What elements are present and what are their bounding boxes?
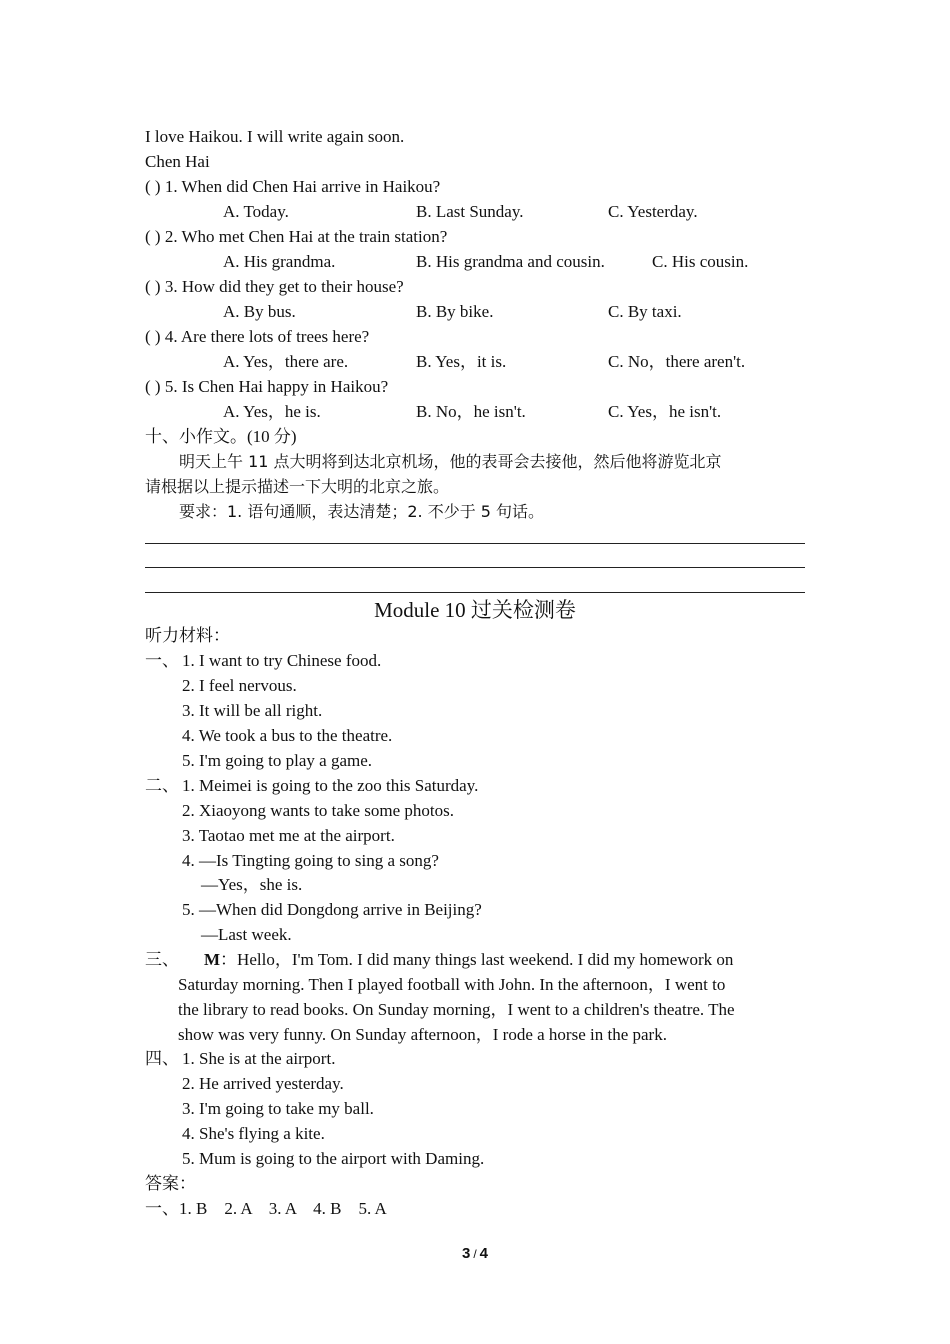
question-5-option-c: C. Yes，he isn't. <box>608 402 722 421</box>
letter-signature: Chen Hai <box>145 152 210 171</box>
question-3-stem: ( ) 3. How did they get to their house? <box>145 277 404 296</box>
question-4-option-b: B. Yes，it is. <box>416 352 507 371</box>
part4-item: 4. She's flying a kite. <box>182 1124 325 1143</box>
part1-item: 3. It will be all right. <box>182 701 323 720</box>
answers-label: 答案： <box>145 1174 196 1193</box>
part2-number: 二、 <box>145 776 179 795</box>
part3-line2: Saturday morning. Then I played football with John. In the afternoon，I went to <box>178 975 726 994</box>
page-separator: / <box>473 1247 477 1261</box>
part3-text: ：Hello，I'm Tom. I did many things last weekend. I did my homework on <box>220 950 734 969</box>
part1-item: 4. We took a bus to the theatre. <box>182 726 393 745</box>
writing-heading: 十、小作文。(10 分) <box>145 427 297 446</box>
part4-item: 5. Mum is going to the airport with Daming. <box>182 1149 485 1168</box>
question-4-option-a: A. Yes，there are. <box>223 352 349 371</box>
question-5-option-b: B. No，he isn't. <box>416 402 526 421</box>
answer-line-1 <box>145 543 805 544</box>
question-5-stem: ( ) 5. Is Chen Hai happy in Haikou? <box>145 377 389 396</box>
question-1-option-b: B. Last Sunday. <box>416 202 524 221</box>
question-2-option-b: B. His grandma and cousin. <box>416 252 605 271</box>
part2-item: 5. —When did Dongdong arrive in Beijing? <box>182 900 482 919</box>
page-current: 3 <box>461 1245 471 1262</box>
part2-item: 2. Xiaoyong wants to take some photos. <box>182 801 454 820</box>
question-3-option-c: C. By taxi. <box>608 302 682 321</box>
part2-item: 4. —Is Tingting going to sing a song? <box>182 851 439 870</box>
part2-item-reply: —Last week. <box>201 925 292 944</box>
question-3-option-a: A. By bus. <box>223 302 296 321</box>
writing-requirements: 要求：1. 语句通顺，表达清楚；2. 不少于 5 句话。 <box>179 502 545 521</box>
answer-line-2 <box>145 567 805 568</box>
part4-item: 2. He arrived yesterday. <box>182 1074 344 1093</box>
part1-item: 2. I feel nervous. <box>182 676 297 695</box>
letter-closing: I love Haikou. I will write again soon. <box>145 127 405 146</box>
part1-item: 1. I want to try Chinese food. <box>182 651 382 670</box>
speaker-label: M <box>204 950 221 969</box>
question-1-stem: ( ) 1. When did Chen Hai arrive in Haikou? <box>145 177 441 196</box>
part3-line4: show was very funny. On Sunday afternoon，I rode a horse in the park. <box>178 1025 667 1044</box>
part4-item: 1. She is at the airport. <box>182 1049 336 1068</box>
question-2-option-a: A. His grandma. <box>223 252 336 271</box>
answer-line-3 <box>145 592 805 593</box>
part4-item: 3. I'm going to take my ball. <box>182 1099 374 1118</box>
question-3-option-b: B. By bike. <box>416 302 494 321</box>
question-2-option-c: C. His cousin. <box>652 252 749 271</box>
part2-item-reply: —Yes，she is. <box>201 875 303 894</box>
writing-prompt-line2: 请根据以上提示描述一下大明的北京之旅。 <box>145 477 450 496</box>
answers-part1: 一、1. B 2. A 3. A 4. B 5. A <box>145 1199 387 1218</box>
question-4-option-c: C. No，there aren't. <box>608 352 746 371</box>
part3-number: 三、 <box>145 950 179 969</box>
listening-label: 听力材料： <box>145 626 230 645</box>
part3-line3: the library to read books. On Sunday morning，I went to a children's theatre. The <box>178 1000 735 1019</box>
part4-number: 四、 <box>145 1049 179 1068</box>
part2-item: 3. Taotao met me at the airport. <box>182 826 395 845</box>
question-1-option-a: A. Today. <box>223 202 289 221</box>
module-title: Module 10 过关检测卷 <box>374 598 576 622</box>
question-2-stem: ( ) 2. Who met Chen Hai at the train station? <box>145 227 448 246</box>
question-5-option-a: A. Yes，he is. <box>223 402 321 421</box>
question-4-stem: ( ) 4. Are there lots of trees here? <box>145 327 370 346</box>
part2-item: 1. Meimei is going to the zoo this Saturday. <box>182 776 479 795</box>
part1-item: 5. I'm going to play a game. <box>182 751 373 770</box>
page-number <box>0 1245 950 1262</box>
part3-line1 <box>204 950 733 970</box>
page-total: 4 <box>479 1245 489 1262</box>
question-1-option-c: C. Yesterday. <box>608 202 698 221</box>
part1-number: 一、 <box>145 651 179 670</box>
writing-prompt-line1: 明天上午 11 点大明将到达北京机场，他的表哥会去接他，然后他将游览北京 <box>179 452 722 471</box>
